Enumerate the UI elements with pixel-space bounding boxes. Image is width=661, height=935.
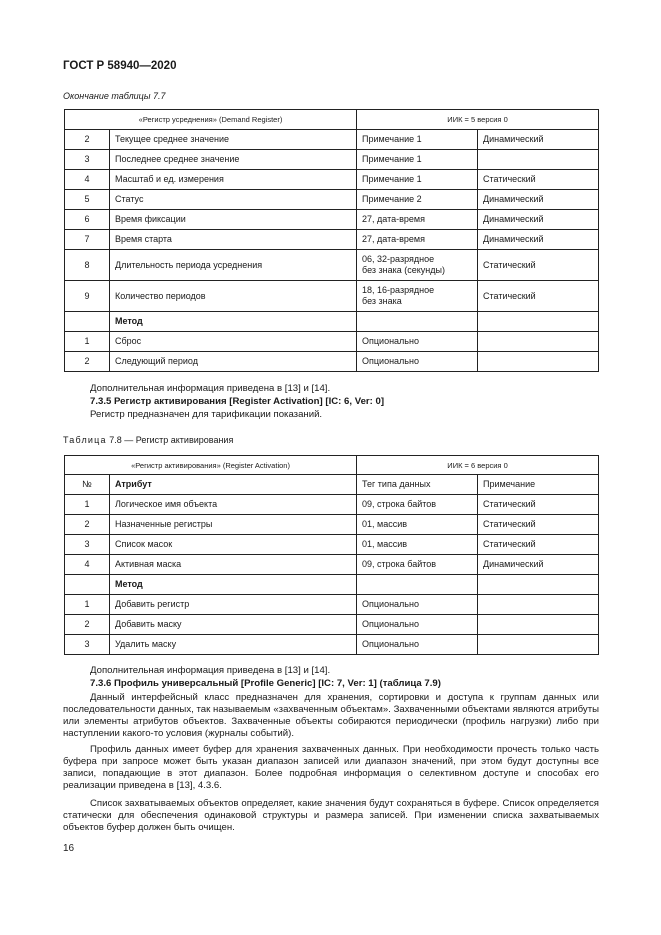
attribute-name: Логическое имя объекта bbox=[110, 495, 357, 515]
table-row bbox=[65, 615, 599, 635]
data-type-line1: 18, 16-разрядное bbox=[362, 285, 435, 295]
data-type-line2: без знака bbox=[362, 296, 402, 306]
note: Статический bbox=[478, 535, 599, 555]
row-number: 5 bbox=[65, 190, 110, 210]
attribute-name: Активная маска bbox=[110, 555, 357, 575]
page-number: 16 bbox=[63, 843, 75, 854]
method-name: Добавить маску bbox=[110, 615, 357, 635]
table1-head-right: ИИК = 5 версия 0 bbox=[357, 110, 599, 130]
note: Статический bbox=[478, 515, 599, 535]
row-number: 2 bbox=[65, 130, 110, 150]
row-number: 3 bbox=[65, 535, 110, 555]
col-header-note: Примечание bbox=[478, 475, 599, 495]
attribute-name: Список масок bbox=[110, 535, 357, 555]
table-row bbox=[65, 130, 599, 150]
body-paragraph: Данный интерфейсный класс предназначен для хранения, сортировки и доступа к группам данных или последовательности данных, так называемым «захваченным объектам». Захваченными объектами являются атрибуты или элементы атрибутов объектов. Захваченные объекты собираются периодически (профиль нагрузки) либо при наступлении какого-то условия (журналы событий). bbox=[63, 692, 599, 739]
data-type: 27, дата-время bbox=[357, 210, 478, 230]
table-row bbox=[65, 210, 599, 230]
note bbox=[478, 150, 599, 170]
row-number: 1 bbox=[65, 595, 110, 615]
section-text: Регистр предназначен для тарификации показаний. bbox=[90, 409, 323, 420]
note: Динамический bbox=[478, 130, 599, 150]
table-row bbox=[65, 170, 599, 190]
table-row bbox=[65, 535, 599, 555]
table-row bbox=[65, 250, 599, 281]
attribute-name: Длительность периода усреднения bbox=[110, 250, 357, 281]
row-number: 7 bbox=[65, 230, 110, 250]
note: Статический bbox=[478, 495, 599, 515]
row-number: 4 bbox=[65, 555, 110, 575]
table-row bbox=[65, 332, 599, 352]
row-number: 9 bbox=[65, 281, 110, 312]
table-row bbox=[65, 150, 599, 170]
row-number: 1 bbox=[65, 332, 110, 352]
method-requirement: Опционально bbox=[357, 595, 478, 615]
data-type: 01, массив bbox=[357, 515, 478, 535]
method-name: Сброс bbox=[110, 332, 357, 352]
section-heading: 7.3.6 Профиль универсальный [Profile Generic] [IC: 7, Ver: 1] (таблица 7.9) bbox=[90, 678, 441, 689]
data-type: Примечание 2 bbox=[357, 190, 478, 210]
table2-caption: Таблица 7.8 — Регистр активирования bbox=[63, 435, 234, 445]
register-activation-table bbox=[64, 455, 599, 655]
method-label: Метод bbox=[110, 312, 357, 332]
body-paragraph: Список захватываемых объектов определяет, какие значения будут сохраняться в буфере. Список определяется статически для обеспечения одинаковой структуры и размера записей. При изменении списка захватываемых объектов буфер должен быть очищен. bbox=[63, 798, 599, 833]
row-number: 2 bbox=[65, 615, 110, 635]
data-type: 09, строка байтов bbox=[357, 555, 478, 575]
table-row bbox=[65, 495, 599, 515]
table2-head-right: ИИК = 6 версия 0 bbox=[357, 456, 599, 475]
note: Динамический bbox=[478, 190, 599, 210]
attribute-name: Время старта bbox=[110, 230, 357, 250]
data-type-line2: без знака (секунды) bbox=[362, 265, 445, 275]
note: Статический bbox=[478, 281, 599, 312]
note: Статический bbox=[478, 170, 599, 190]
data-type: Примечание 1 bbox=[357, 130, 478, 150]
document-header: ГОСТ Р 58940—2020 bbox=[63, 60, 177, 72]
attribute-name: Масштаб и ед. измерения bbox=[110, 170, 357, 190]
table-row bbox=[65, 230, 599, 250]
col-header-no: № bbox=[65, 475, 110, 495]
body-paragraph: Профиль данных имеет буфер для хранения захваченных данных. При необходимости прочесть только часть буфера при запросе может быть указан диапазон записей или диапазон значений, при этом будут доступны все записи, попадающие в этот диапазон. Более подробная информация о селективном доступе и способах его реализации приведена в [13], 4.3.6. bbox=[63, 744, 599, 791]
col-header-tag: Тег типа данных bbox=[357, 475, 478, 495]
method-requirement: Опционально bbox=[357, 332, 478, 352]
row-number: 4 bbox=[65, 170, 110, 190]
row-number: 3 bbox=[65, 635, 110, 655]
attribute-name: Последнее среднее значение bbox=[110, 150, 357, 170]
column-header-row bbox=[65, 475, 599, 495]
info-paragraph: Дополнительная информация приведена в [13] и [14]. bbox=[90, 665, 331, 676]
note: Динамический bbox=[478, 555, 599, 575]
demand-register-table bbox=[64, 109, 599, 372]
row-number: 1 bbox=[65, 495, 110, 515]
table1-head-left: «Регистр усреднения» (Demand Register) bbox=[65, 110, 357, 130]
table-row bbox=[65, 352, 599, 372]
table-row bbox=[65, 635, 599, 655]
table-row bbox=[65, 190, 599, 210]
table-row bbox=[65, 515, 599, 535]
method-label: Метод bbox=[110, 575, 357, 595]
data-type: 01, массив bbox=[357, 535, 478, 555]
method-name: Добавить регистр bbox=[110, 595, 357, 615]
data-type bbox=[357, 281, 478, 312]
method-requirement: Опционально bbox=[357, 352, 478, 372]
data-type: Примечание 1 bbox=[357, 170, 478, 190]
note: Динамический bbox=[478, 210, 599, 230]
method-name: Удалить маску bbox=[110, 635, 357, 655]
attribute-name: Текущее среднее значение bbox=[110, 130, 357, 150]
attribute-name: Статус bbox=[110, 190, 357, 210]
row-number: 6 bbox=[65, 210, 110, 230]
data-type: 27, дата-время bbox=[357, 230, 478, 250]
data-type-line1: 06, 32-разрядное bbox=[362, 254, 435, 264]
method-name: Следующий период bbox=[110, 352, 357, 372]
data-type bbox=[357, 250, 478, 281]
col-header-attribute: Атрибут bbox=[110, 475, 357, 495]
table-row bbox=[65, 281, 599, 312]
row-number: 8 bbox=[65, 250, 110, 281]
attribute-name: Время фиксации bbox=[110, 210, 357, 230]
data-type: 09, строка байтов bbox=[357, 495, 478, 515]
table-row bbox=[65, 595, 599, 615]
method-requirement: Опционально bbox=[357, 615, 478, 635]
attribute-name: Количество периодов bbox=[110, 281, 357, 312]
data-type: Примечание 1 bbox=[357, 150, 478, 170]
section-heading: 7.3.5 Регистр активирования [Register Activation] [IC: 6, Ver: 0] bbox=[90, 396, 385, 407]
note: Статический bbox=[478, 250, 599, 281]
table2-head-left: «Регистр активирования» (Register Activation) bbox=[65, 456, 357, 475]
note: Динамический bbox=[478, 230, 599, 250]
method-header-row bbox=[65, 575, 599, 595]
table1-caption: Окончание таблицы 7.7 bbox=[63, 91, 166, 101]
row-number: 3 bbox=[65, 150, 110, 170]
table-row bbox=[65, 555, 599, 575]
row-number: 2 bbox=[65, 515, 110, 535]
info-paragraph: Дополнительная информация приведена в [13] и [14]. bbox=[90, 383, 331, 394]
method-header-row bbox=[65, 312, 599, 332]
method-requirement: Опционально bbox=[357, 635, 478, 655]
attribute-name: Назначенные регистры bbox=[110, 515, 357, 535]
row-number: 2 bbox=[65, 352, 110, 372]
